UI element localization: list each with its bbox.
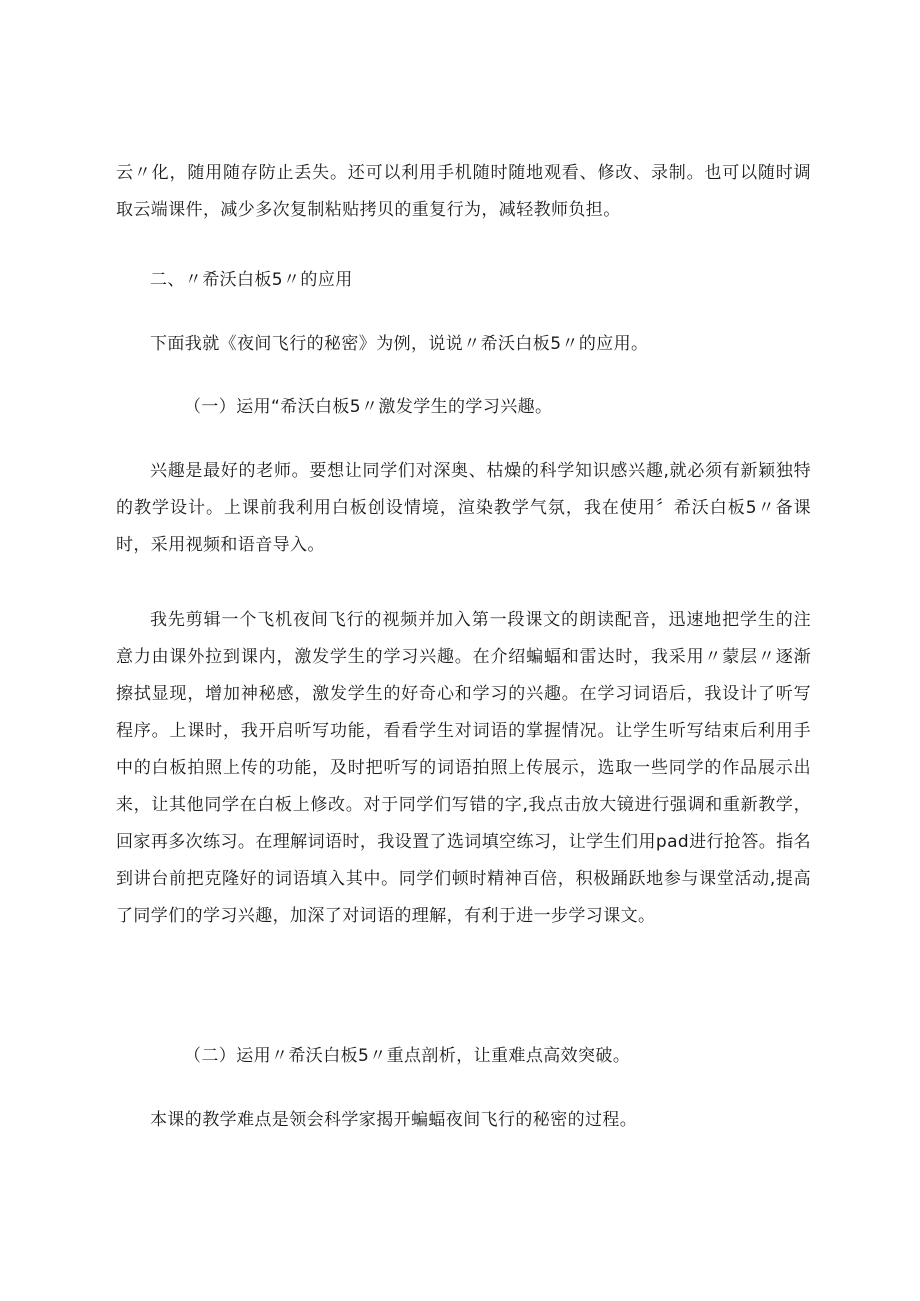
- paragraph-interest-teacher: 兴趣是最好的老师。要想让同学们对深奥、枯燥的科学知识感兴趣,就必须有新颖独特的教学设计。上课前我利用白板创设情境，渲染教学气氛，我在使用〞希沃白板5〃备课时，采用视频和语音导入。: [116, 461, 811, 555]
- paragraph-video-dictation: 我先剪辑一个飞机夜间飞行的视频并加入第一段课文的朗读配音，迅速地把学生的注意力由课外拉到课内，激发学生的学习兴趣。在介绍蝙蝠和雷达时，我采用〃蒙层〃逐渐擦拭显现，增加神秘感，激发学生的好奇心和学习的兴趣。在学习词语后，我设计了听写程序。上课时，我开启听写功能，看看学生对词语的掌握情况。让学生听写结束后利用手中的白板拍照上传的功能，及时把听写的词语拍照上传展示，选取一些同学的作品展示出来，让其他同学在白板上修改。对于同学们写错的字,我点击放大镜进行强调和重新教学，回家再多次练习。在理解词语时，我设置了选词填空练习，让学生们用pad进行抢答。指名到讲台前把克隆好的词语填入其中。同学们顿时精神百倍，积极踊跃地参与课堂活动,提高了同学们的学习兴趣，加深了对词语的理解，有利于进一步学习课文。: [116, 610, 811, 926]
- subheading-key-points: （二）运用〃希沃白板5〃重点剖析，让重难点高效突破。: [184, 1046, 631, 1066]
- paragraph-cloud-storage: 云〃化，随用随存防止丢失。还可以利用手机随时随地观看、修改、录制。也可以随时调取云端课件，减少多次复制粘贴拷贝的重复行为，减轻教师负担。: [116, 163, 811, 220]
- paragraph-teaching-difficulty: 本课的教学难点是领会科学家揭开蝙蝠夜间飞行的秘密的过程。: [150, 1110, 638, 1130]
- paragraph-intro-example: 下面我就《夜间飞行的秘密》为例，说说〃希沃白板5〃的应用。: [150, 334, 649, 354]
- section-heading-application: 二、〃希沃白板5〃的应用: [150, 270, 353, 290]
- subheading-interest: （一）运用“希沃白板5〃激发学生的学习兴趣。: [184, 397, 553, 417]
